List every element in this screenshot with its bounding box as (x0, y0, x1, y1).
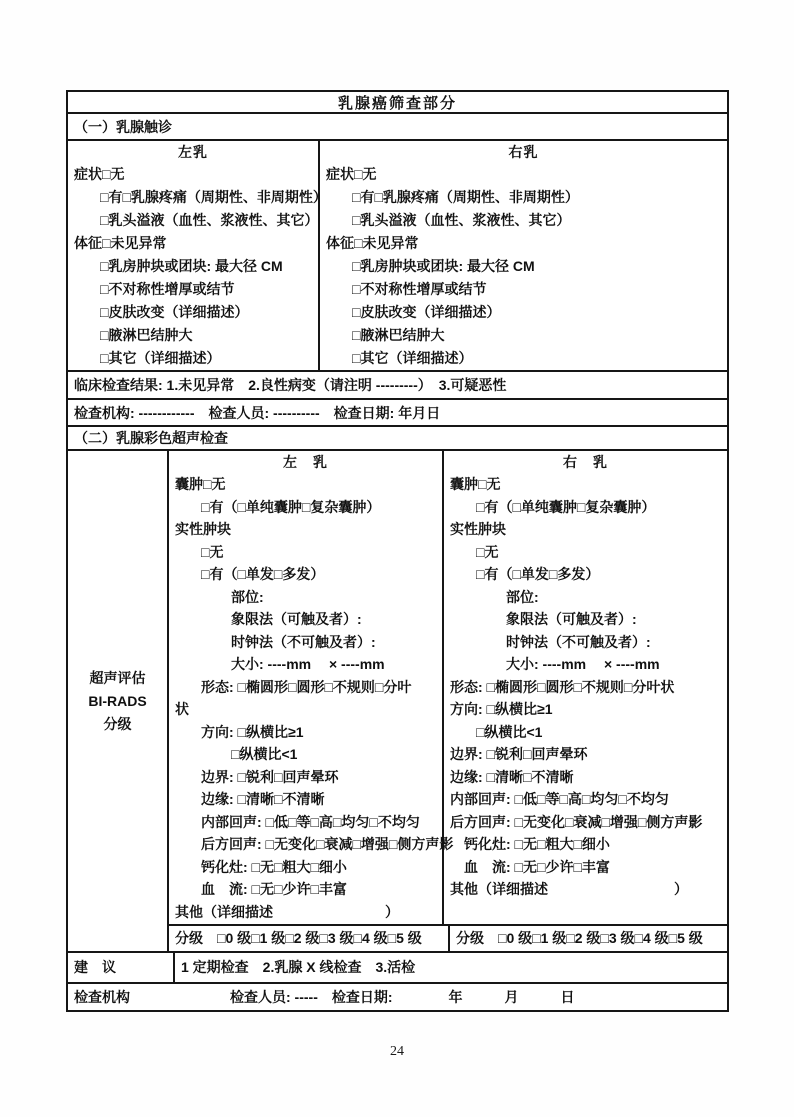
advice-text: 1 定期检查 2.乳腺 X 线检查 3.活检 (181, 959, 416, 975)
palpation-left-line-other: □其它（详细描述） (100, 350, 221, 366)
ultrasound-left-header: 左 乳 (283, 454, 328, 470)
us-right-solid-mass: 实性肿块 (450, 521, 506, 537)
palpation-left-line-lump: □乳房肿块或团块: 最大径 CM (100, 258, 283, 274)
section1-heading-row (68, 112, 727, 139)
palpation-org-row (68, 398, 727, 425)
palpation-left-line-symptom: 症状□无 (74, 166, 125, 182)
palpation-right-line-thickening: □不对称性增厚或结节 (352, 281, 487, 297)
us-right-orientation: 方向: □纵横比≥1 (450, 701, 553, 717)
advice-label: 建 议 (68, 953, 175, 982)
us-left-cyst-yes: □有（□单纯囊肿□复杂囊肿） (201, 498, 381, 515)
us-left-shape-wrap: 状 (175, 701, 189, 717)
us-left-shape: 形态: □椭圆形□圆形□不规则□分叶 (201, 678, 412, 695)
palpation-right-line-lymph: □腋淋巴结肿大 (352, 327, 445, 343)
us-right-other: 其他（详细描述 ） (450, 881, 688, 897)
us-right-posterior-echo: 后方回声: □无变化□衰减□增强□侧方声影 (450, 813, 703, 830)
palpation-right-line-other: □其它（详细描述） (352, 350, 473, 366)
us-left-orientation: 方向: □纵横比≥1 (201, 723, 304, 740)
palpation-left-breast-cell (68, 141, 327, 370)
advice-row (68, 951, 727, 982)
us-right-boundary: 边界: □锐利□回声晕环 (450, 746, 588, 762)
us-right-quadrant: 象限法（可触及者）: (506, 611, 637, 627)
us-left-blood-flow: 血 流: □无□少许□丰富 (201, 881, 347, 897)
ultrasound-left-breast-cell (169, 451, 454, 924)
us-left-orientation2: □纵横比<1 (231, 746, 298, 762)
us-left-solid-yes: □有（□单发□多发） (201, 566, 325, 582)
palpation-left-header: 左乳 (178, 144, 208, 160)
ultrasound-section (68, 449, 727, 951)
palpation-right-breast-cell (320, 141, 727, 370)
footer-org-label: 检查机构 (74, 989, 130, 1005)
section1-heading: （一）乳腺触诊 (74, 118, 172, 135)
grade-right: 分级 □0 级□1 级□2 级□3 级□4 级□5 级 (456, 930, 703, 946)
palpation-left-line-pain: □有□乳腺疼痛（周期性、非周期性） (100, 189, 327, 205)
palpation-right-line-discharge: □乳头溢液（血性、浆液性、其它） (352, 212, 571, 228)
us-left-quadrant: 象限法（可触及者）: (231, 611, 362, 627)
clinical-result-text: 临床检查结果: 1.未见异常 2.良性病变（请注明 ---------） 3.可疑恶性 (74, 377, 507, 393)
us-left-calcification: 钙化灶: □无□粗大□细小 (201, 858, 347, 875)
ultrasound-right-breast-cell (444, 451, 727, 924)
palpation-left-line-skin: □皮肤改变（详细描述） (100, 304, 249, 320)
ultrasound-main (169, 451, 727, 951)
page-number: 24 (390, 1044, 404, 1059)
ultrasound-content (169, 451, 727, 924)
us-left-cyst: 囊肿□无 (175, 476, 226, 492)
us-left-margin: 边缘: □清晰□不清晰 (201, 791, 325, 807)
birads-label-line3: 分级 (103, 715, 132, 732)
screening-form-table (66, 90, 729, 1012)
us-right-calcification: 钙化灶: □无□粗大□细小 (464, 836, 610, 852)
birads-label-line2: BI-RADS (88, 692, 147, 709)
footer-org-rest: 检查人员: ----- 检查日期: 年 月 日 (230, 989, 575, 1005)
footer-org-row (68, 982, 727, 1010)
birads-label-line1: 超声评估 (89, 669, 146, 686)
us-left-solid-none: □无 (201, 543, 224, 560)
palpation-left-line-lymph: □腋淋巴结肿大 (100, 327, 193, 343)
us-right-shape: 形态: □椭圆形□圆形□不规则□分叶状 (450, 678, 675, 695)
us-left-posterior-echo: 后方回声: □无变化□衰减□增强□侧方声影 (201, 836, 454, 852)
us-right-internal-echo: 内部回声: □低□等□高□均匀□不均匀 (450, 791, 669, 807)
palpation-org-text: 检查机构: ------------ 检查人员: ---------- 检查日期: 年月日 (74, 404, 441, 421)
birads-row-label (68, 451, 169, 951)
us-left-clock: 时钟法（不可触及者）: (231, 633, 376, 650)
palpation-right-line-sign: 体征□未见异常 (326, 235, 419, 251)
us-right-location: 部位: (506, 588, 539, 605)
palpation-right-header: 右乳 (508, 144, 539, 160)
us-right-orientation2: □纵横比<1 (476, 723, 543, 740)
us-right-solid-none: □无 (476, 543, 499, 560)
section2-heading: （二）乳腺彩色超声检查 (74, 430, 228, 446)
palpation-right-line-pain: □有□乳腺疼痛（周期性、非周期性） (352, 189, 579, 205)
palpation-section (68, 139, 727, 370)
section2-heading-row (68, 425, 727, 449)
us-right-clock: 时钟法（不可触及者）: (506, 633, 651, 650)
palpation-left-line-discharge: □乳头溢液（血性、浆液性、其它） (100, 212, 319, 228)
us-left-solid-mass: 实性肿块 (175, 521, 231, 537)
us-left-location: 部位: (231, 588, 264, 605)
palpation-right-line-symptom: 症状□无 (326, 166, 377, 182)
palpation-right-line-skin: □皮肤改变（详细描述） (352, 304, 501, 320)
grade-row (169, 924, 727, 951)
palpation-right-line-lump: □乳房肿块或团块: 最大径 CM (352, 258, 535, 274)
ultrasound-right-header: 右 乳 (563, 454, 608, 470)
us-right-blood-flow: 血 流: □无□少许□丰富 (464, 858, 610, 875)
us-left-size: 大小: ----mm × ----mm (231, 656, 385, 672)
grade-left: 分级 □0 级□1 级□2 级□3 级□4 级□5 级 (169, 926, 450, 951)
palpation-left-line-thickening: □不对称性增厚或结节 (100, 281, 235, 297)
us-right-margin: 边缘: □清晰□不清晰 (450, 768, 574, 785)
us-left-boundary: 边界: □锐利□回声晕环 (201, 768, 339, 785)
us-left-internal-echo: 内部回声: □低□等□高□均匀□不均匀 (201, 813, 420, 830)
clinical-result-row (68, 370, 727, 398)
us-right-cyst-yes: □有（□单纯囊肿□复杂囊肿） (476, 498, 656, 515)
form-title: 乳腺癌筛查部分 (337, 94, 457, 112)
us-right-cyst: 囊肿□无 (450, 476, 501, 492)
us-right-size: 大小: ----mm × ----mm (506, 656, 660, 672)
palpation-left-line-sign: 体征□未见异常 (74, 235, 167, 251)
us-left-other: 其他（详细描述 ） (175, 903, 399, 920)
us-right-solid-yes: □有（□单发□多发） (476, 566, 600, 582)
